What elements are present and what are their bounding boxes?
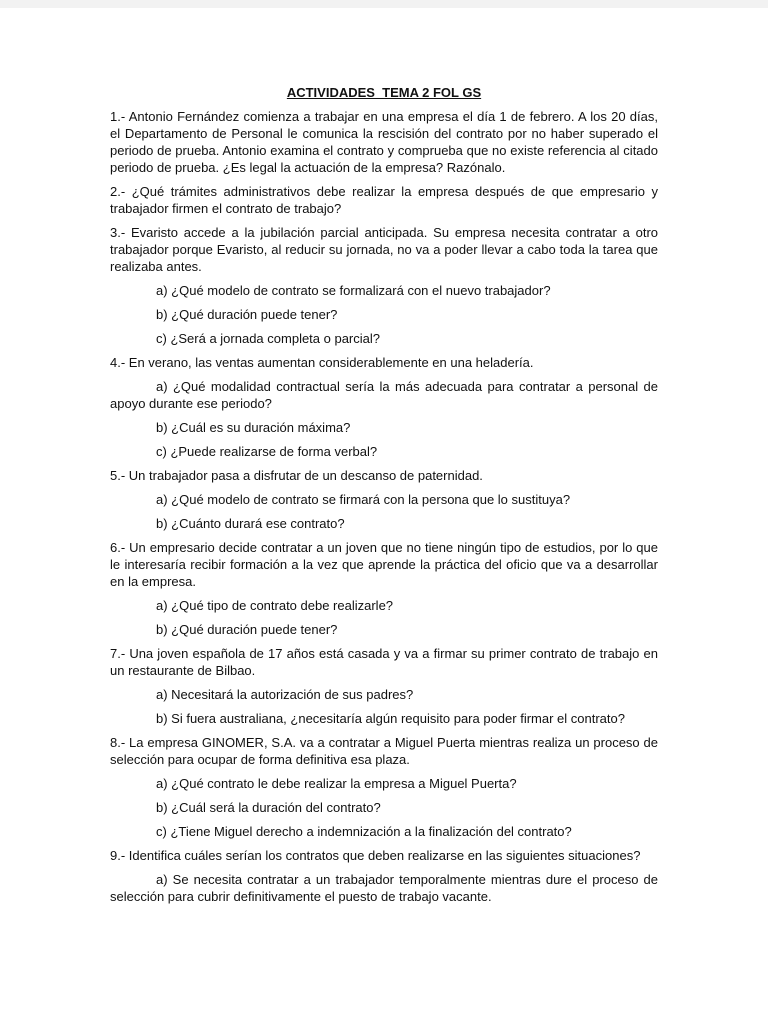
sub-question: b) ¿Qué duración puede tener? (156, 307, 338, 322)
sub-question: b) ¿Cuál es su duración máxima? (156, 420, 351, 435)
question-paragraph: 9.- Identifica cuáles serían los contratos que deben realizarse en las siguientes situaciones? (110, 848, 641, 863)
question-paragraph: 6.- Un empresario decide contratar a un joven que no tiene ningún tipo de estudios, por lo que le interesaría recibir formación a la vez que aprende la práctica del oficio que va a desarrollar en la empresa. (110, 540, 658, 589)
question-paragraph: 4.- En verano, las ventas aumentan considerablemente en una heladería. (110, 355, 534, 370)
sub-question: a) ¿Qué modelo de contrato se formalizará con el nuevo trabajador? (156, 283, 551, 298)
sub-question: b) Si fuera australiana, ¿necesitaría algún requisito para poder firmar el contrato? (156, 711, 625, 726)
sub-question: a) Se necesita contratar a un trabajador temporalmente mientras dure el proceso de selección para cubrir definitivamente el puesto de trabajo vacante. (110, 872, 658, 904)
sub-question: c) ¿Será a jornada completa o parcial? (156, 331, 381, 346)
sub-question: b) ¿Cuál será la duración del contrato? (156, 800, 381, 815)
sub-question: a) ¿Qué tipo de contrato debe realizarle? (156, 598, 394, 613)
question-paragraph: 1.- Antonio Fernández comienza a trabajar en una empresa el día 1 de febrero. A los 20 días, el Departamento de Personal le comunica la rescisión del contrato por no haber superado el periodo de prueba. Antonio examina el contrato y comprueba que no existe referencia al citado periodo de prueba. ¿Es legal la actuación de la empresa? Razónalo. (110, 109, 658, 175)
sub-question: a) ¿Qué modelo de contrato se firmará con la persona que lo sustituya? (156, 492, 571, 507)
question-paragraph: 7.- Una joven española de 17 años está casada y va a firmar su primer contrato de trabajo en un restaurante de Bilbao. (110, 646, 658, 678)
sub-question: c) ¿Puede realizarse de forma verbal? (156, 444, 378, 459)
question-paragraph: 8.- La empresa GINOMER, S.A. va a contratar a Miguel Puerta mientras realiza un proceso de selección para ocupar de forma definitiva esa plaza. (110, 735, 658, 767)
sub-question: a) ¿Qué modalidad contractual sería la más adecuada para contratar a personal de apoyo durante ese periodo? (110, 379, 658, 411)
question-paragraph: 5.- Un trabajador pasa a disfrutar de un descanso de paternidad. (110, 468, 483, 483)
sub-question: a) ¿Qué contrato le debe realizar la empresa a Miguel Puerta? (156, 776, 517, 791)
sub-question: a) Necesitará la autorización de sus padres? (156, 687, 414, 702)
sub-question: b) ¿Qué duración puede tener? (156, 622, 338, 637)
page-top-band (0, 0, 768, 8)
sub-question: b) ¿Cuánto durará ese contrato? (156, 516, 345, 531)
document-page (110, 84, 658, 912)
question-paragraph: 2.- ¿Qué trámites administrativos debe realizar la empresa después de que empresario y trabajador firmen el contrato de trabajo? (110, 184, 658, 216)
document-title: ACTIVIDADES TEMA 2 FOL GS (286, 85, 482, 100)
question-paragraph: 3.- Evaristo accede a la jubilación parcial anticipada. Su empresa necesita contratar a otro trabajador porque Evaristo, al reducir su jornada, no va a poder llevar a cabo toda la tarea que realizaba antes. (110, 225, 658, 274)
sub-question: c) ¿Tiene Miguel derecho a indemnización a la finalización del contrato? (156, 824, 572, 839)
document-body (110, 108, 658, 905)
